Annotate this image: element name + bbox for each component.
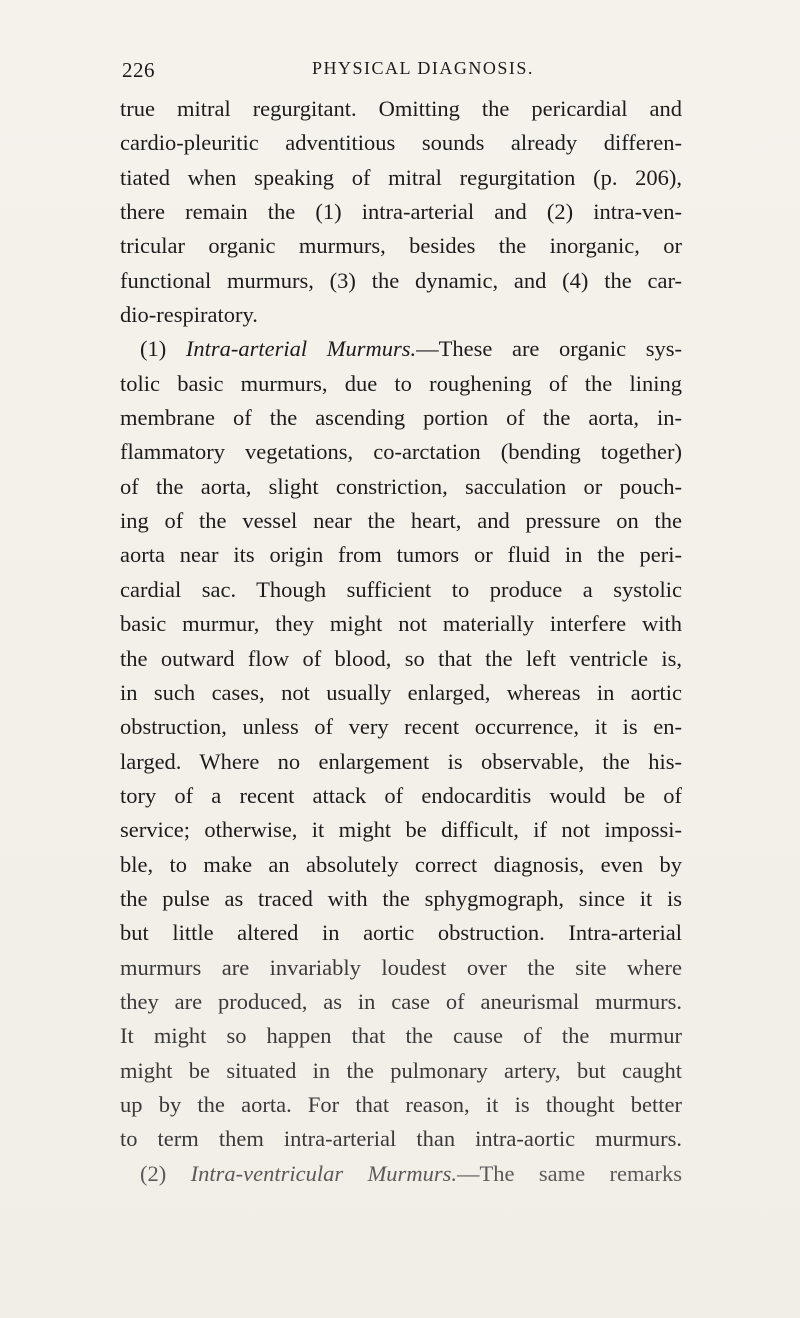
text-line: ing of the vessel near the heart, and pressure on the [120, 508, 682, 534]
page-number: 226 [122, 58, 155, 82]
text-line: tricular organic murmurs, besides the inorganic, or [120, 233, 682, 259]
text-line: service; otherwise, it might be difficult, if not impossi- [120, 817, 682, 843]
text-line: tory of a recent attack of endocarditis would be of [120, 782, 682, 808]
section-heading: Intra-arterial Murmurs. [185, 336, 417, 362]
section-heading-line [120, 1157, 682, 1191]
text-line: cardial sac. Though sufficient to produce a systolic [120, 576, 682, 602]
running-head [122, 58, 682, 84]
text-line: ble, to make an absolutely correct diagnosis, even by [120, 851, 682, 877]
text-line: larged. Where no enlargement is observable, the his- [120, 748, 682, 774]
text-line: tiated when speaking of mitral regurgitation (p. 206), [120, 164, 682, 190]
text-line: the pulse as traced with the sphygmograph, since it is [120, 885, 682, 911]
text-line: tolic basic murmurs, due to roughening of the lining [120, 370, 682, 396]
text-line: the outward flow of blood, so that the left ventricle is, [120, 645, 682, 671]
text-line: dio-respiratory. [120, 302, 258, 328]
text-line: but little altered in aortic obstruction. Intra-arterial [120, 920, 682, 946]
text-line: functional murmurs, (3) the dynamic, and (4) the car- [120, 267, 682, 293]
text-line: up by the aorta. For that reason, it is thought better [120, 1091, 682, 1117]
section-number: (1) [140, 336, 186, 362]
section-lead: —The same remarks [456, 1160, 682, 1186]
text-line: aorta near its origin from tumors or fluid in the peri- [120, 542, 682, 568]
text-line: murmurs are invariably loudest over the site where [120, 954, 682, 980]
text-line: obstruction, unless of very recent occurrence, it is en- [120, 714, 682, 740]
text-line: flammatory vegetations, co-arctation (bending together) [120, 439, 682, 465]
text-line: of the aorta, slight constriction, sacculation or pouch- [120, 473, 682, 499]
section-lead: —These are organic sys- [416, 336, 682, 362]
text-line: there remain the (1) intra-arterial and (2) intra-ven- [120, 199, 682, 225]
text-line: true mitral regurgitant. Omitting the pericardial and [120, 96, 682, 121]
running-title: PHYSICAL DIAGNOSIS. [312, 58, 534, 78]
text-line: they are produced, as in case of aneurismal murmurs. [120, 988, 682, 1014]
text-line: might be situated in the pulmonary artery, but caught [120, 1057, 682, 1083]
body-text [120, 92, 682, 1191]
section-heading: Intra-ventricular Murmurs. [190, 1160, 457, 1186]
text-line: membrane of the ascending portion of the aorta, in- [120, 405, 682, 431]
text-line: It might so happen that the cause of the murmur [120, 1023, 682, 1049]
section-heading-line [120, 332, 682, 366]
text-line: cardio-pleuritic adventitious sounds already differen- [120, 130, 682, 156]
section-number: (2) [140, 1160, 191, 1186]
text-line: to term them intra-arterial than intra-aortic murmurs. [120, 1126, 682, 1152]
text-line: in such cases, not usually enlarged, whereas in aortic [120, 679, 682, 705]
text-line: basic murmur, they might not materially interfere with [120, 611, 682, 637]
